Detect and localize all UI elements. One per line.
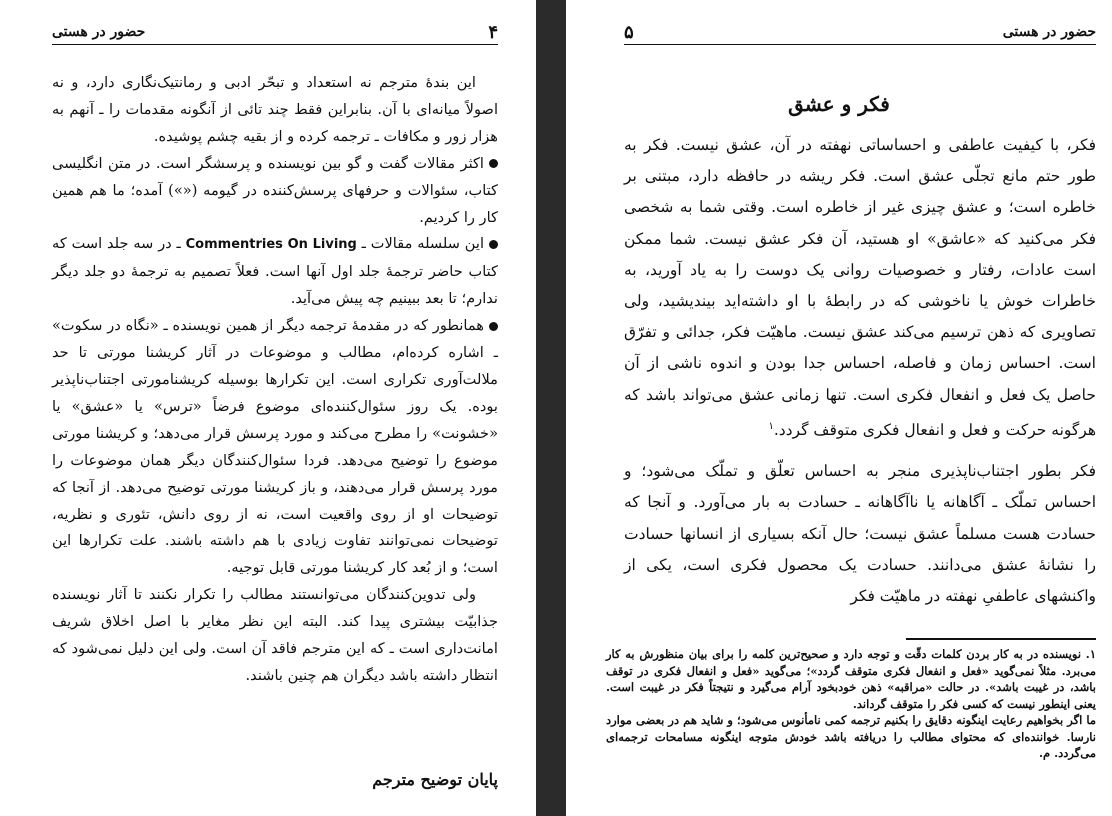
footnote-divider <box>906 638 1096 640</box>
left-paragraph-dialogue-text: اکثر مقالات گفت و گو بین نویسنده و پرسشگر است. در متن انگلیسی کتاب، سئوالات و حرفهای پرسش‌کننده در گیومه («») آمده؛ ما هم همین کار را کردیم. <box>52 154 498 226</box>
right-page <box>566 0 1112 816</box>
right-paragraph-2: فکر بطور اجتناب‌ناپذیری منجر به احساس تعلّق و تملّک می‌شود؛ و احساس تملّک ـ آگاهانه یا ناآگاهانه ـ حسادت به بار می‌آورد. و آنجا که حسادت هست مسلماً عشق نیست؛ حال آنکه بسیاری از انسانها حسادت را نشانهٔ عشق می‌دانند. حسادت یک محصول فکری است، یکی از واکنشهای عاطفیِ نهفته در ماهیّت فکر <box>624 462 1096 605</box>
right-running-title: حضور در هستی <box>1002 24 1096 40</box>
right-paragraph-1-text: فکر، با کیفیت عاطفی و احساساتی نهفته در آن، عشق نیست. فکر به طور حتم مانع تجلّی عشق است. فکر ریشه در حافظه دارد، مبتنی بر خاطره است؛ و عشق چیزی غیر از خاطره است. وقتی شما به شخصی فکر می‌کنید که «عاشق» او هستید، آن فکر عشق نیست. شما ممکن است عادات، رفتار و خصوصیات روانی یک دوست را به یاد آورید، به خاطرات خوش یا ناخوشی که در رابطهٔ با او داشته‌اید بیندیشید، ولی تصاویری که ذهن ترسیم می‌کند عشق نیست. ماهیّت فکر، جدائی و تفرّق است. احساس زمان و فاصله، احساس جدا بودن و اندوه ناشی از آن حاصل یک فعل و انفعال فکری است. تنها زمانی عشق می‌تواند باشد که هرگونه حرکت و فعل و انفعال فکری متوقف گردد. <box>624 136 1096 439</box>
left-page <box>0 0 536 816</box>
series-dash: ـ در <box>158 235 181 253</box>
left-paragraph-dialogue <box>52 151 498 232</box>
book-gutter <box>536 0 566 816</box>
left-paragraph-intro: این بندهٔ مترجم نه استعداد و تبحّر ادبی و رمانتیک‌نگاری دارد، و نه اصولاً میانه‌ای با آن. بنابراین فقط چند تائی از آنگونه مقدمات را ـ آنهم به هزار زور و مکافات ـ ترجمه کرده و از بقیه چشم پوشیده. <box>52 74 498 145</box>
left-paragraph-editors: ولی تدوین‌کنندگان می‌توانستند مطالب را تکرار نکنند تا آثار نویسنده جذابیّت بیشتری پیدا کند. البته این نظر مغایر با اصل اخلاق شریف امانت‌داری است ـ که این مترجم فاقد آن است. ولی این دلیل نمی‌شود که انتظار داشته باشد دیگران هم چنین باشند. <box>52 586 498 684</box>
left-paragraph-repetition-text: همانطور که در مقدمهٔ ترجمه دیگر از همین نویسنده ـ «نگاه در سکوت» ـ اشاره کرده‌ام، مطالب و موضوعات در آثار کریشنا مورتی تا حد ملالت‌آوری تکراری است. این تکرارها بوسیله کریشنامورتی اجتناب‌ناپذیر بوده. یک روز سئوال‌کننده‌ای موضوع فرضاً «ترس» یا «عشق» یا «خشونت» را مطرح می‌کند و مورد پرسش قرار می‌دهد؛ و کریشنا مورتی موضوع را توضیح می‌دهد. فردا سئوال‌کنندگان دیگر همان موضوعات را مورد پرسش قرار می‌دهند، و باز کریشنا مورتی توضیح می‌دهد. از آنجا که توضیحات او از روی واقعیت است، نه از روی دانش، تئوری و نظریه، توضیحات نمی‌توانند تفاوت زیادی با هم داشته باشند. علت تکرارها این است؛ و از بُعد کار کریشنا مورتی قابل توجیه. <box>52 317 498 577</box>
footnote-marker: ۱ <box>768 420 774 432</box>
end-of-note-label: پایان توضیح مترجم <box>372 770 498 789</box>
left-paragraph-series <box>52 231 498 313</box>
right-body-text <box>624 130 1096 612</box>
left-header <box>52 20 498 45</box>
chapter-title: فکر و عشق <box>788 92 890 116</box>
right-paragraph-1 <box>624 130 1096 446</box>
left-paragraph-repetition <box>52 313 498 582</box>
left-paragraph-series-text: سه جلد است که کتاب حاضر ترجمهٔ جلد اول آنها است. فعلاً تصمیم به ترجمهٔ دو جلد دیگر ندارم؛ تا بعد ببینیم چه پیش می‌آید. <box>52 235 498 308</box>
footnote-2: ما اگر بخواهیم رعایت اینگونه دقایق را بکنیم ترجمه کمی نامأنوس می‌شود؛ و شاید هم در بعضی موارد نارسا. خواننده‌ای که محتوای مطالب را دریافته باشد خودش متوجه اینگونه مسامحات ترجمه‌ای می‌گردد. م. <box>606 713 1096 760</box>
left-running-title: حضور در هستی <box>52 24 146 40</box>
footnote-1: ۱. نویسنده در به کار بردن کلمات دقّت و توجه دارد و صحیح‌ترین کلمه را برای بیان منظورش به کار می‌برد. مثلاً نمی‌گوید «فعل و انفعال فکری متوقف گردد»؛ می‌گوید «فعل و انفعال فکری در توقف باشد، در غیبت باشد». در حالت «مراقبه» ذهن خودبخود آرام می‌گیرد و نتیجتاً فکر در غیبت است. یعنی اینطور نیست که کسی فکر را متوقف گرداند. <box>606 647 1096 711</box>
series-prefix: این سلسله مقالات ـ <box>361 235 485 253</box>
series-title: Commentries On Living <box>185 237 357 253</box>
left-page-number: ۴ <box>488 21 498 43</box>
right-page-number: ۵ <box>624 21 634 43</box>
bullet-icon <box>489 240 498 249</box>
footnotes <box>606 646 1096 762</box>
right-header <box>624 20 1096 45</box>
bullet-icon <box>489 322 498 331</box>
bullet-icon <box>489 159 498 168</box>
left-body-text <box>52 70 498 690</box>
